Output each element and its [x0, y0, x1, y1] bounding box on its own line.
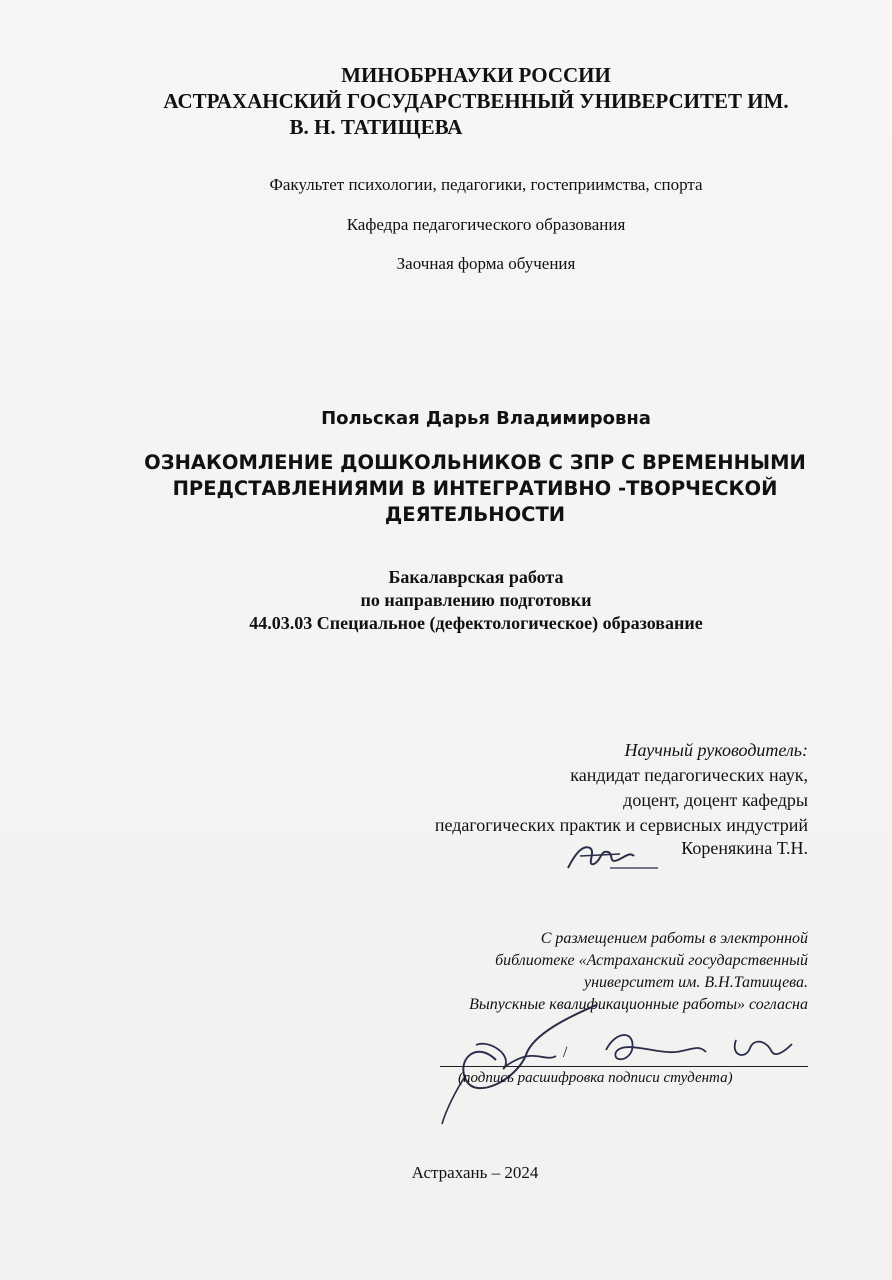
- consent-line2: библиотеке «Астраханский государственный: [495, 952, 808, 969]
- department-name: Кафедра педагогического образования: [346, 215, 626, 234]
- thesis-title-line2: ПРЕДСТАВЛЕНИЯМИ В ИНТЕГРАТИВНО -ТВОРЧЕСКОЙ: [172, 477, 778, 500]
- supervisor-position: доцент, доцент кафедры: [623, 790, 808, 810]
- thesis-title: [80, 450, 870, 528]
- consent-line4: Выпускные квалификационные работы» согласна: [469, 996, 808, 1013]
- supervisor-department: педагогических практик и сервисных индустрий: [434, 815, 808, 835]
- student-signature: [436, 1000, 816, 1130]
- university-name-line1: АСТРАХАНСКИЙ ГОСУДАРСТВЕННЫЙ УНИВЕРСИТЕТ ИМ.: [163, 89, 789, 113]
- faculty-name: Факультет психологии, педагогики, гостеприимства, спорта: [269, 175, 703, 194]
- study-form: Заочная форма обучения: [396, 254, 576, 273]
- work-type-label: Бакалаврская работа: [388, 567, 564, 587]
- ministry-header: [60, 62, 892, 140]
- consent-line1: С размещением работы в электронной: [540, 930, 808, 947]
- supervisor-label: Научный руководитель:: [624, 740, 808, 760]
- supervisor-name: Коренякина Т.Н.: [681, 838, 808, 858]
- work-type: [60, 566, 892, 635]
- ministry-name: МИНОБРНАУКИ РОССИИ: [341, 63, 611, 87]
- signature-separator: /: [563, 1044, 568, 1061]
- supervisor-degree: кандидат педагогических наук,: [570, 765, 808, 785]
- thesis-title-line3: ДЕЯТЕЛЬНОСТИ: [384, 503, 566, 526]
- consent-line3: университет им. В.Н.Татищева.: [583, 974, 808, 991]
- supervisor-block: [435, 738, 808, 838]
- city-year: Астрахань – 2024: [411, 1163, 539, 1182]
- signature-caption: (подпись расшифровка подписи студента): [458, 1070, 733, 1086]
- work-direction: 44.03.03 Специальное (дефектологическое) образование: [249, 613, 703, 633]
- thesis-title-line1: ОЗНАКОМЛЕНИЕ ДОШКОЛЬНИКОВ С ЗПР С ВРЕМЕННЫМИ: [144, 451, 806, 474]
- supervisor-signature: [560, 838, 660, 878]
- signature-line: [440, 1066, 808, 1067]
- work-direction-label: по направлению подготовки: [360, 590, 592, 610]
- university-name-line2: В. Н. ТАТИЩЕВА: [289, 115, 463, 139]
- student-name: Польская Дарья Владимировна: [321, 408, 651, 429]
